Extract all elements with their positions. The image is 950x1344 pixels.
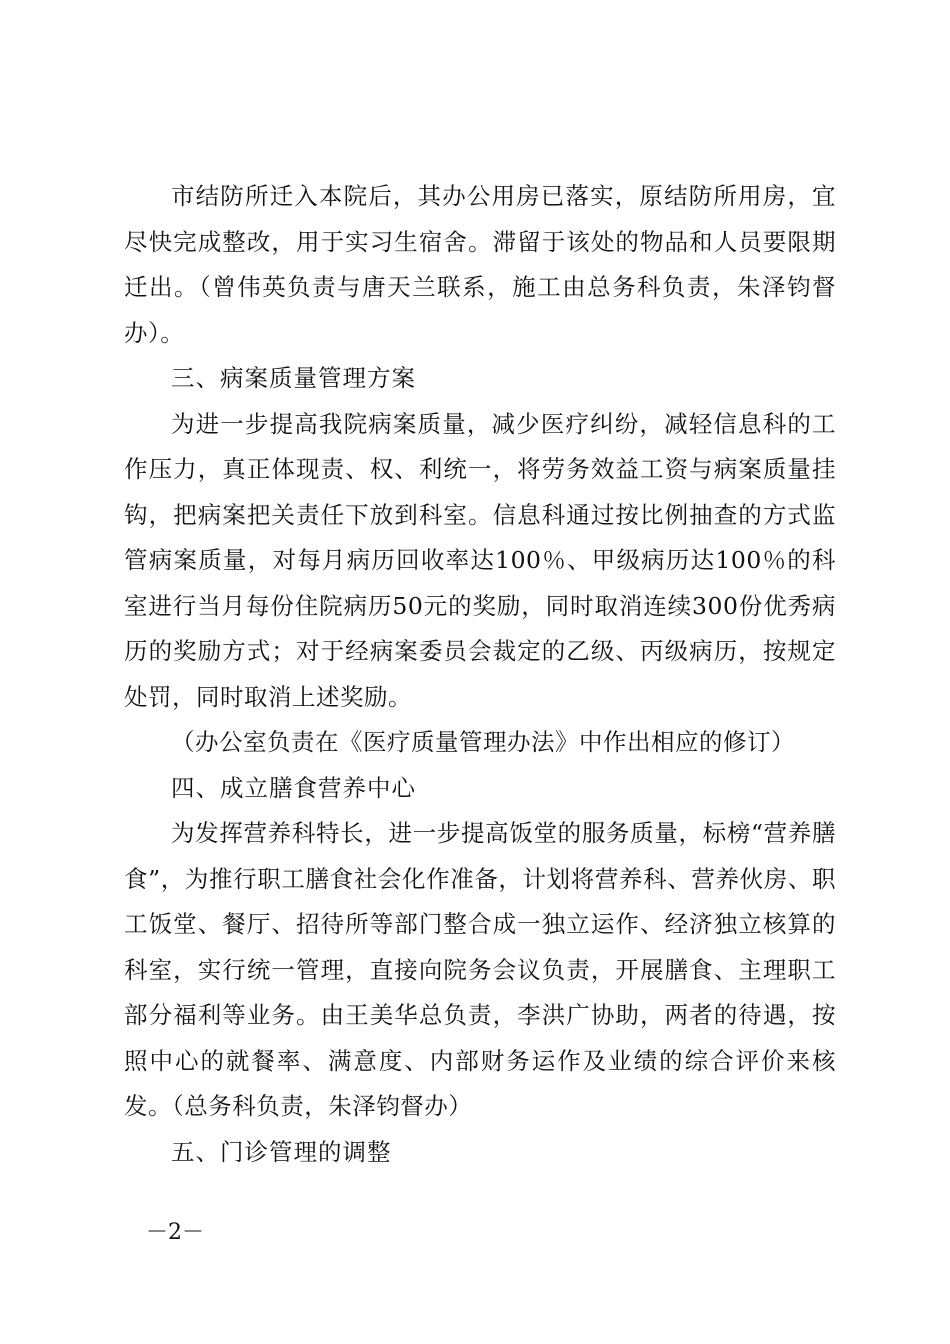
heading-section-4: 四、成立膳食营养中心 bbox=[171, 773, 416, 802]
heading-section-5: 五、门诊管理的调整 bbox=[171, 1137, 392, 1166]
heading-section-3: 三、病案质量管理方案 bbox=[171, 364, 416, 392]
paragraph-nutrition-center: 为发挥营养科特长，进一步提高饭堂的服务质量，标榜“营养膳食”，为推行职工膳食社会化作准备，计划将营养科、营养伙房、职工饭堂、餐厅、招待所等部门整合成一独立运作、经济独立核算的科室，实行统一管理，直接向院务会议负责，开展膳食、主理职工部分福利等业务。由王美华总负责，李洪广协助，两者的待遇，按照中心的就餐率、满意度、内部财务运作及业绩的综合评价来核发。（总务科负责，朱泽钧督办） bbox=[124, 819, 836, 1120]
paragraph-office-note: （办公室负责在《医疗质量管理办法》中作出相应的修订） bbox=[171, 728, 795, 756]
page-number: －2－ bbox=[146, 1220, 204, 1245]
paragraph-relocation: 市结防所迁入本院后，其办公用房已落实，原结防所用房，宜尽快完成整改，用于实习生宿舍。滞留于该处的物品和人员要限期迁出。（曾伟英负责与唐天兰联系，施工由总务科负责，朱泽钧督办）。 bbox=[124, 182, 836, 347]
document-body bbox=[124, 174, 836, 1175]
paragraph-medical-records: 为进一步提高我院病案质量，减少医疗纠纷，减轻信息科的工作压力，真正体现责、权、利统一，将劳务效益工资与病案质量挂钩，把病案把关责任下放到科室。信息科通过按比例抽查的方式监管病案质量，对每月病历回收率达100％、甲级病历达100％的科室进行当月每份住院病历50元的奖励，同时取消连续300份优秀病历的奖励方式；对于经病案委员会裁定的乙级、丙级病历，按规定处罚，同时取消上述奖励。 bbox=[124, 409, 836, 711]
